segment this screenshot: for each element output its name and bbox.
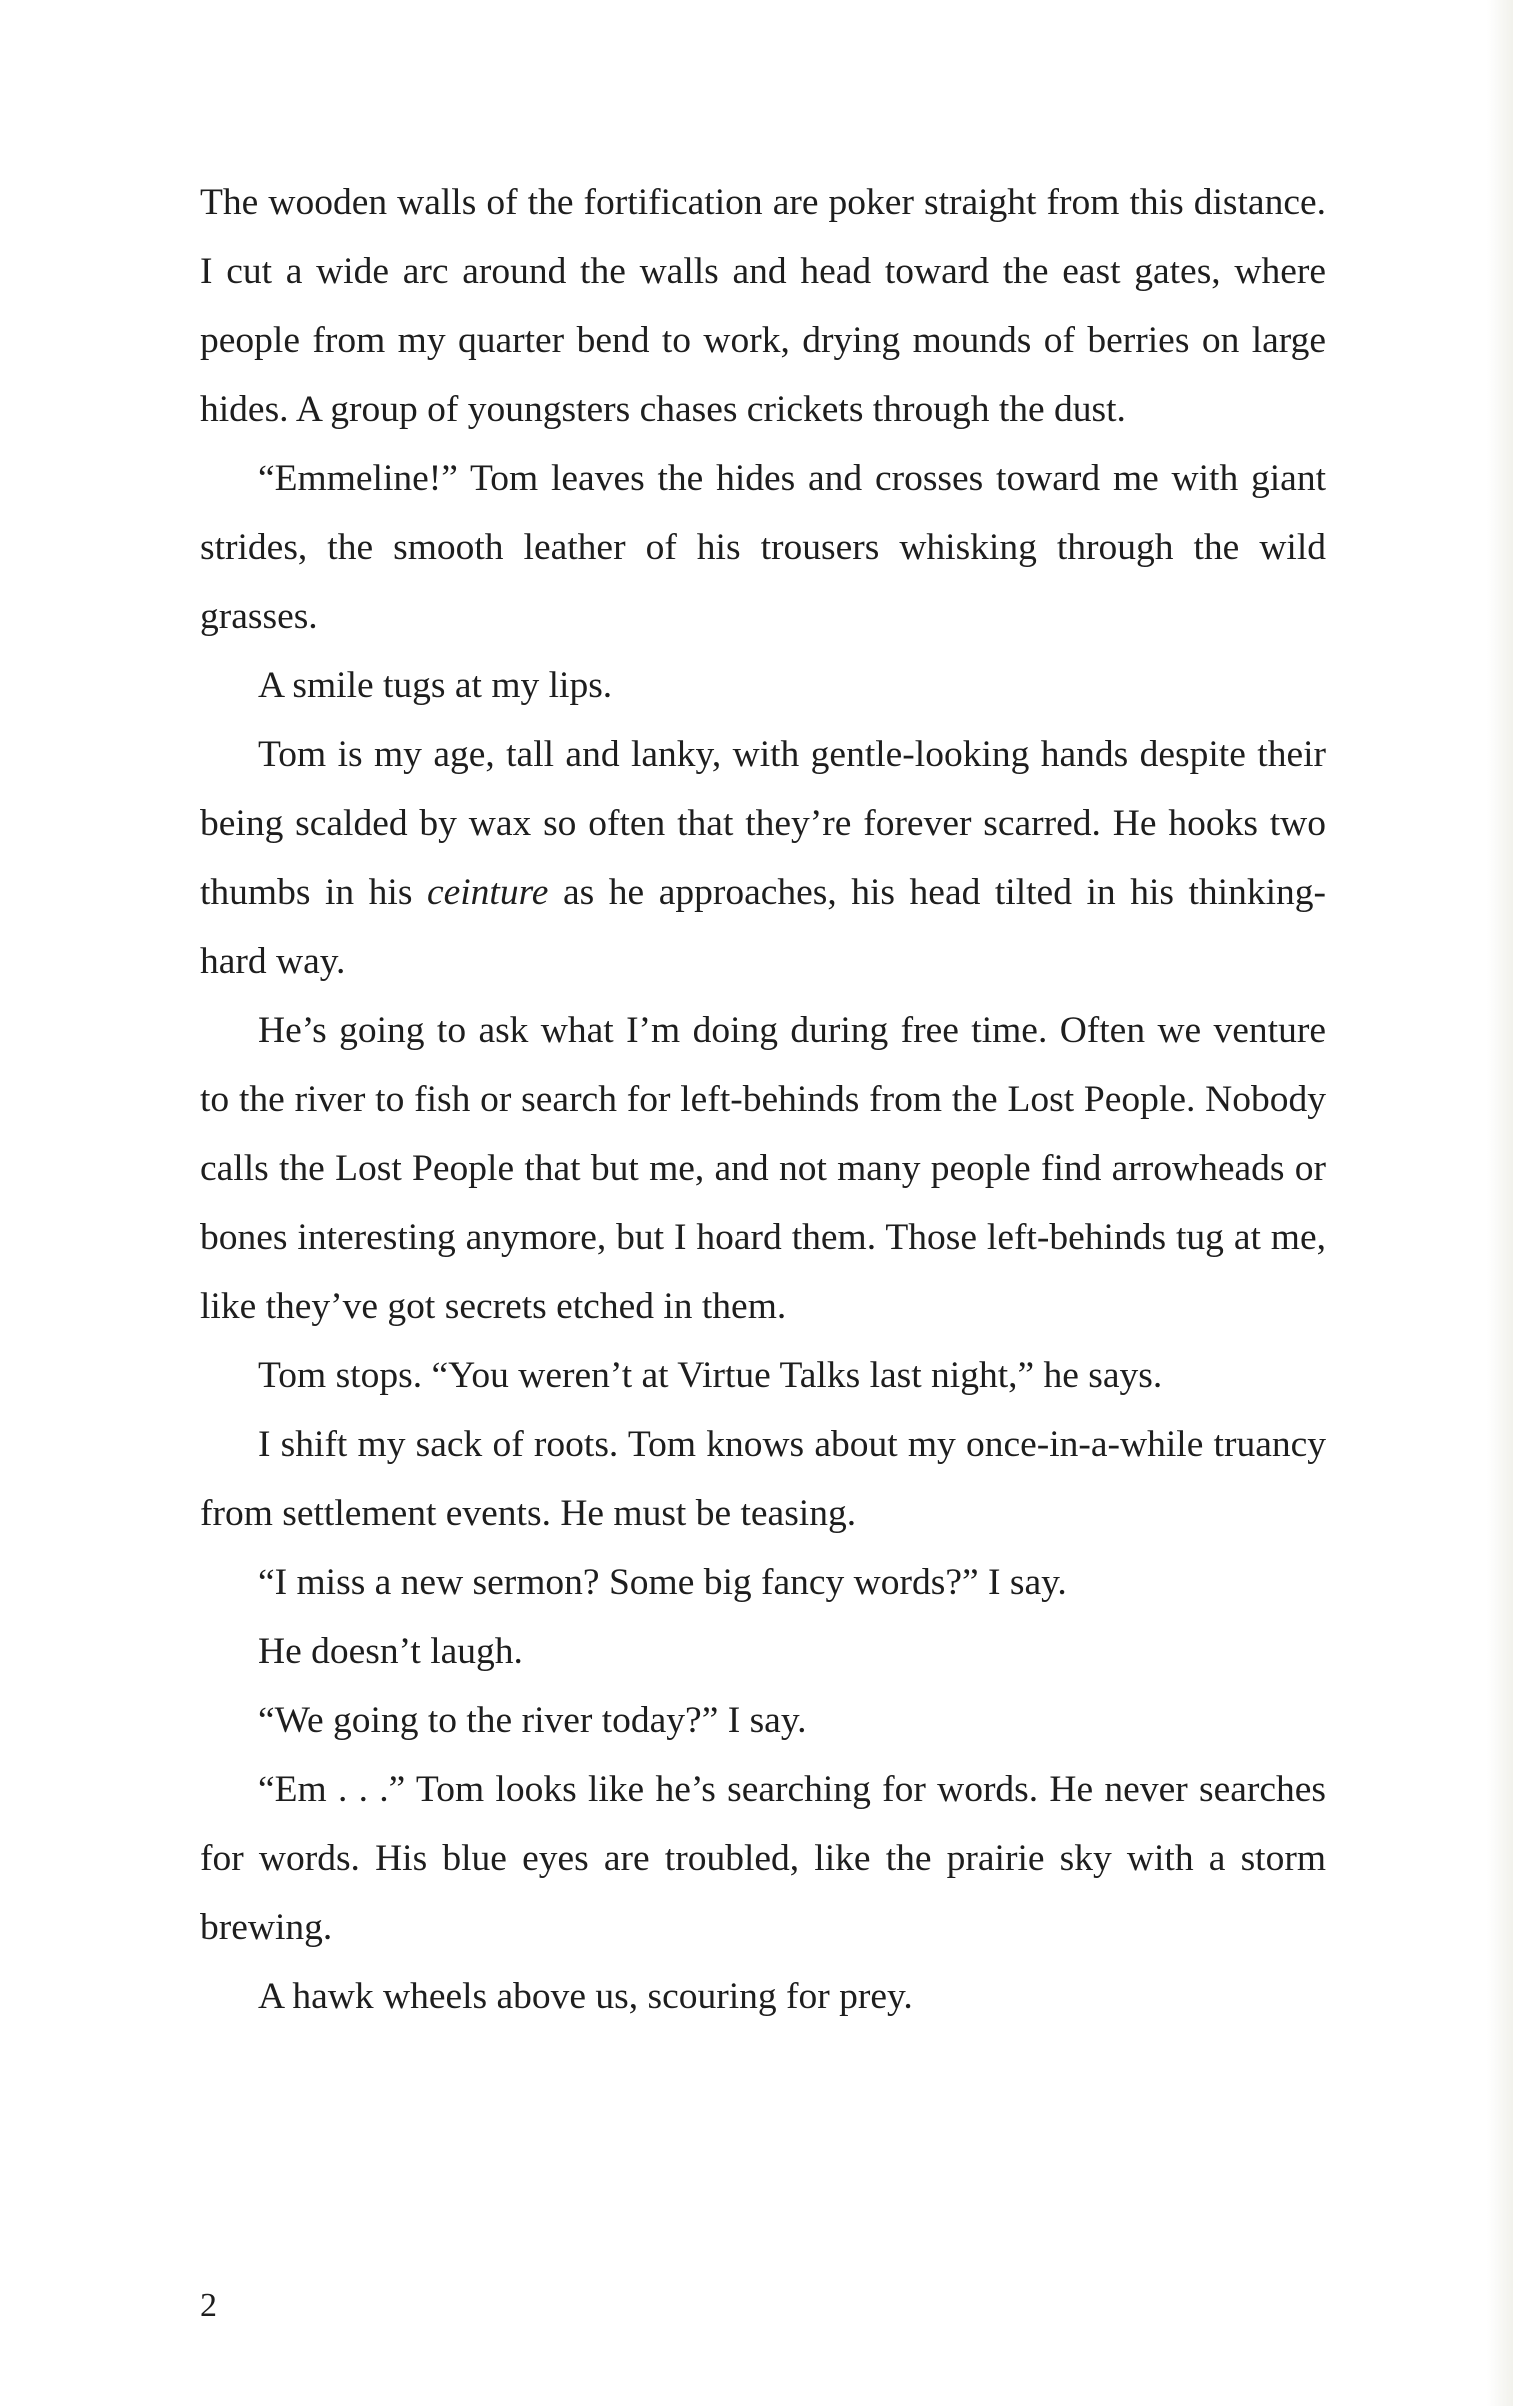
- paragraph-2: “Emmeline!” Tom leaves the hides and crosses toward me with giant strides, the smooth leather of his trousers whisking through the wild grasses.: [200, 458, 1326, 637]
- paragraph-11: “Em . . .” Tom looks like he’s searching for words. He never searches for words. His blue eyes are troubled, like the prairie sky with a storm brewing.: [200, 1769, 1326, 1948]
- body-text: [200, 168, 1326, 2031]
- italic-word: ceinture: [426, 872, 549, 913]
- paragraph-10: “We going to the river today?” I say.: [258, 1700, 807, 1741]
- paragraph-3: A smile tugs at my lips.: [258, 665, 613, 706]
- paragraph-9: He doesn’t laugh.: [258, 1631, 523, 1672]
- paragraph-1: The wooden walls of the fortification are poker straight from this distance. I cut a wide arc around the walls and head toward the east gates, where people from my quarter bend to work, drying mounds of berries on large hides. A group of youngsters chases crickets through the dust.: [200, 182, 1326, 430]
- paragraph-4-text-after: as he approaches, his head tilted in his thinking-hard way.: [200, 872, 1326, 982]
- paragraph-4-text-before: Tom is my age, tall and lanky, with gentle-looking hands despite their being scalded by wax so often that they’re forever scarred. He hooks two thumbs in his: [200, 734, 1326, 913]
- paragraph-5: He’s going to ask what I’m doing during free time. Often we venture to the river to fish or search for left-behinds from the Lost People. Nobody calls the Lost People that but me, and not many people find arrowheads or bones interesting anymore, but I hoard them. Those left-behinds tug at me, like they’ve got secrets etched in them.: [200, 1010, 1326, 1327]
- paragraph-4: [200, 720, 1326, 996]
- paragraph-8: “I miss a new sermon? Some big fancy words?” I say.: [258, 1562, 1067, 1603]
- page-edge-shadow: [1487, 0, 1513, 2406]
- paragraph-12: A hawk wheels above us, scouring for prey.: [258, 1976, 913, 2017]
- paragraph-7: I shift my sack of roots. Tom knows about my once-in-a-while truancy from settlement events. He must be teasing.: [200, 1424, 1326, 1534]
- page-number: 2: [200, 2287, 217, 2324]
- paragraph-6: Tom stops. “You weren’t at Virtue Talks last night,” he says.: [258, 1355, 1163, 1396]
